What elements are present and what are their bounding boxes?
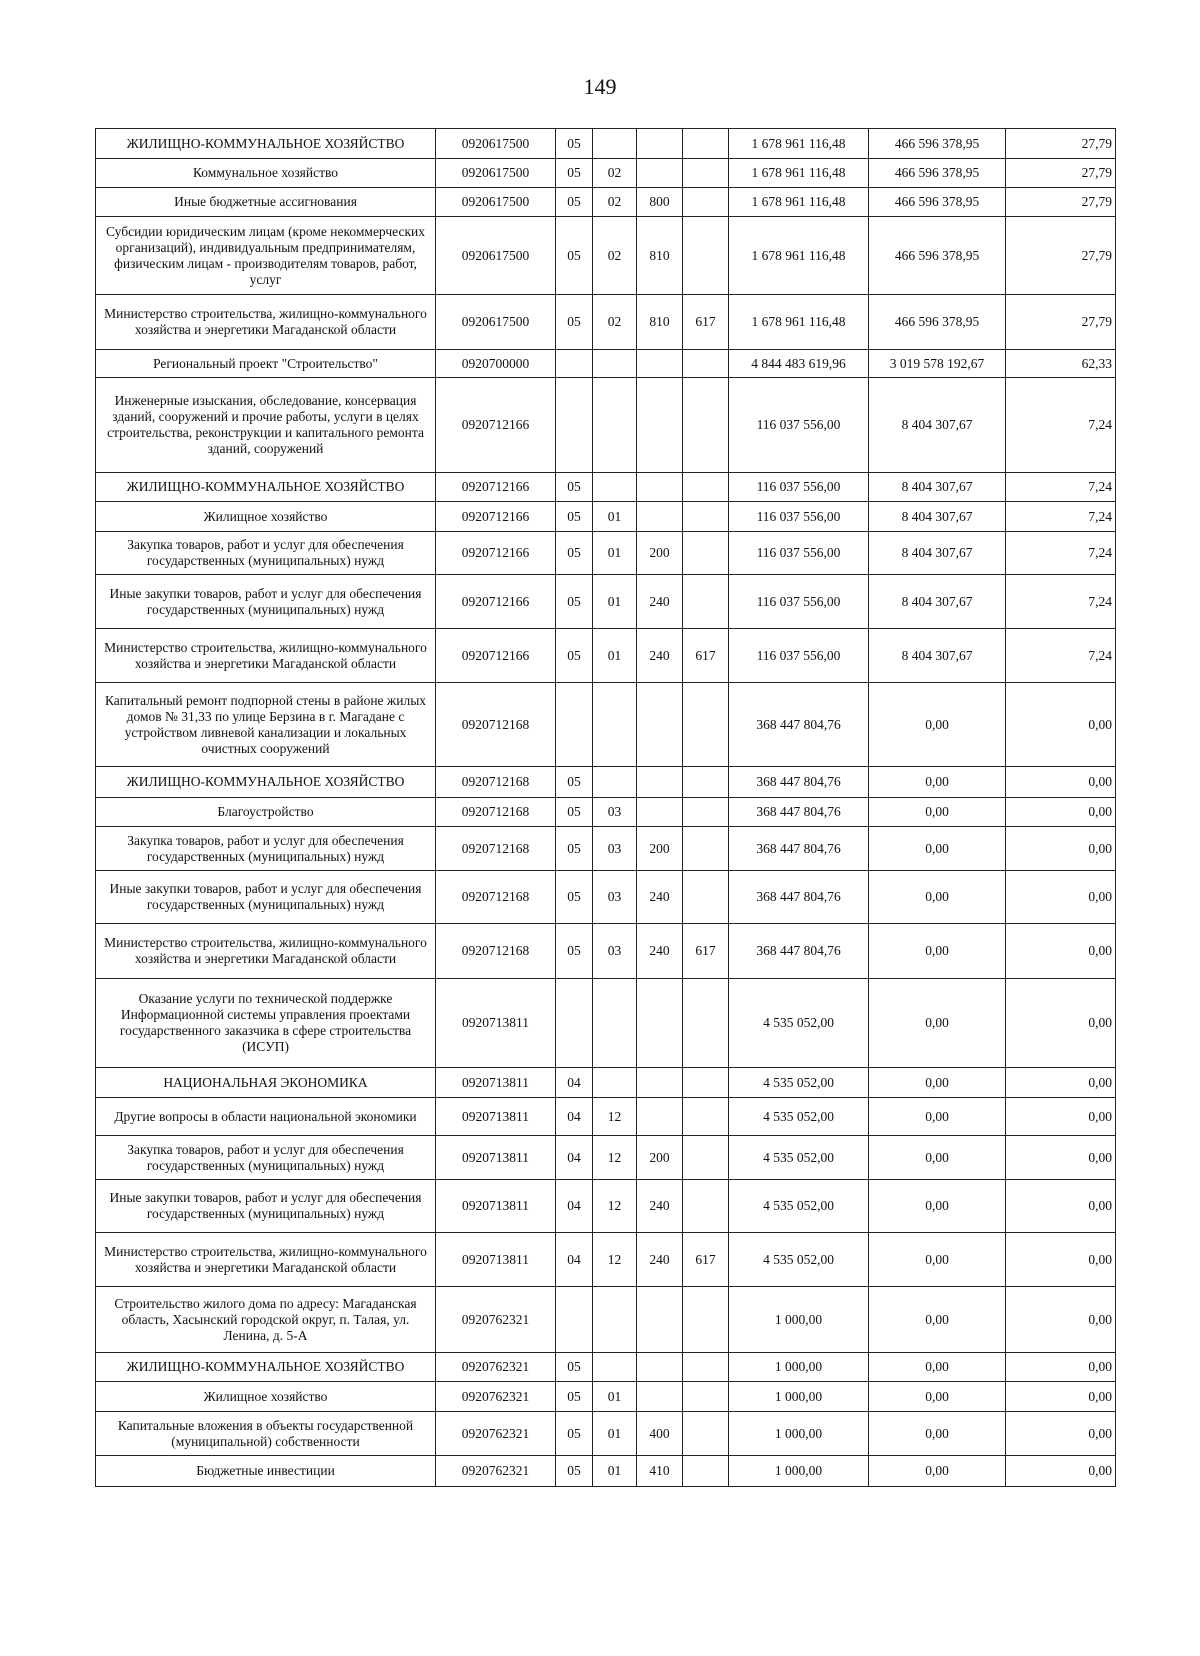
expense-type-code: 400	[637, 1412, 683, 1456]
table-row	[96, 629, 1116, 683]
section-code: 05	[556, 1412, 593, 1456]
expense-type-code: 240	[637, 924, 683, 979]
executed-amount: 0,00	[869, 871, 1006, 924]
row-name: Оказание услуги по технической поддержке Информационной системы управления проектами государственного заказчика в сфере строительства (ИСУП)	[96, 979, 436, 1068]
expense-type-code: 240	[637, 1180, 683, 1233]
target-code: 0920617500	[436, 129, 556, 159]
expense-type-code: 200	[637, 1136, 683, 1180]
subsection-code: 01	[593, 1412, 637, 1456]
subsection-code	[593, 378, 637, 473]
target-code: 0920712168	[436, 767, 556, 798]
row-name: Закупка товаров, работ и услуг для обеспечения государственных (муниципальных) нужд	[96, 827, 436, 871]
target-code: 0920762321	[436, 1382, 556, 1412]
target-code: 0920712166	[436, 378, 556, 473]
executed-amount: 8 404 307,67	[869, 575, 1006, 629]
executed-amount: 0,00	[869, 1287, 1006, 1353]
table-row	[96, 1233, 1116, 1287]
row-name: Капитальные вложения в объекты государственной (муниципальной) собственности	[96, 1412, 436, 1456]
target-code: 0920712168	[436, 924, 556, 979]
row-name: Закупка товаров, работ и услуг для обеспечения государственных (муниципальных) нужд	[96, 532, 436, 575]
subsection-code: 02	[593, 295, 637, 350]
execution-percent: 27,79	[1006, 295, 1116, 350]
section-code: 05	[556, 827, 593, 871]
section-code: 05	[556, 924, 593, 979]
planned-amount: 1 678 961 116,48	[729, 159, 869, 188]
ministry-code	[683, 767, 729, 798]
executed-amount: 0,00	[869, 1098, 1006, 1136]
execution-percent: 7,24	[1006, 473, 1116, 502]
executed-amount: 8 404 307,67	[869, 629, 1006, 683]
section-code: 04	[556, 1098, 593, 1136]
target-code: 0920712168	[436, 871, 556, 924]
execution-percent: 0,00	[1006, 798, 1116, 827]
ministry-code	[683, 350, 729, 378]
execution-percent: 7,24	[1006, 502, 1116, 532]
subsection-code	[593, 350, 637, 378]
ministry-code	[683, 683, 729, 767]
execution-percent: 0,00	[1006, 1287, 1116, 1353]
planned-amount: 1 000,00	[729, 1382, 869, 1412]
table-row	[96, 827, 1116, 871]
subsection-code	[593, 129, 637, 159]
subsection-code: 01	[593, 532, 637, 575]
ministry-code	[683, 378, 729, 473]
expense-type-code	[637, 350, 683, 378]
execution-percent: 0,00	[1006, 1098, 1116, 1136]
target-code: 0920712166	[436, 532, 556, 575]
ministry-code	[683, 871, 729, 924]
section-code: 05	[556, 532, 593, 575]
row-name: Иные закупки товаров, работ и услуг для обеспечения государственных (муниципальных) нужд	[96, 575, 436, 629]
executed-amount: 466 596 378,95	[869, 129, 1006, 159]
section-code: 05	[556, 159, 593, 188]
expense-type-code	[637, 378, 683, 473]
execution-percent: 0,00	[1006, 1456, 1116, 1487]
planned-amount: 368 447 804,76	[729, 827, 869, 871]
ministry-code	[683, 159, 729, 188]
subsection-code	[593, 1068, 637, 1098]
executed-amount: 0,00	[869, 1136, 1006, 1180]
planned-amount: 368 447 804,76	[729, 798, 869, 827]
ministry-code	[683, 1287, 729, 1353]
planned-amount: 4 535 052,00	[729, 1068, 869, 1098]
expense-type-code	[637, 1382, 683, 1412]
target-code: 0920712168	[436, 683, 556, 767]
section-code: 05	[556, 1382, 593, 1412]
execution-percent: 7,24	[1006, 575, 1116, 629]
table-row	[96, 575, 1116, 629]
table-row	[96, 1382, 1116, 1412]
table-row	[96, 295, 1116, 350]
row-name: Региональный проект "Строительство"	[96, 350, 436, 378]
table-row	[96, 378, 1116, 473]
planned-amount: 368 447 804,76	[729, 683, 869, 767]
budget-table	[95, 128, 1116, 1487]
planned-amount: 4 535 052,00	[729, 1098, 869, 1136]
row-name: Иные закупки товаров, работ и услуг для обеспечения государственных (муниципальных) нужд	[96, 871, 436, 924]
executed-amount: 0,00	[869, 1456, 1006, 1487]
planned-amount: 4 535 052,00	[729, 1136, 869, 1180]
subsection-code: 12	[593, 1233, 637, 1287]
ministry-code	[683, 1412, 729, 1456]
subsection-code	[593, 1353, 637, 1382]
section-code	[556, 378, 593, 473]
subsection-code: 03	[593, 798, 637, 827]
table-row	[96, 871, 1116, 924]
execution-percent: 0,00	[1006, 1353, 1116, 1382]
expense-type-code	[637, 979, 683, 1068]
ministry-code	[683, 979, 729, 1068]
target-code: 0920712166	[436, 473, 556, 502]
expense-type-code: 200	[637, 827, 683, 871]
subsection-code	[593, 683, 637, 767]
subsection-code: 12	[593, 1136, 637, 1180]
expense-type-code: 240	[637, 629, 683, 683]
execution-percent: 0,00	[1006, 767, 1116, 798]
ministry-code	[683, 217, 729, 295]
row-name: Бюджетные инвестиции	[96, 1456, 436, 1487]
planned-amount: 368 447 804,76	[729, 767, 869, 798]
section-code: 05	[556, 767, 593, 798]
section-code: 05	[556, 1353, 593, 1382]
ministry-code	[683, 188, 729, 217]
executed-amount: 0,00	[869, 1353, 1006, 1382]
planned-amount: 1 000,00	[729, 1412, 869, 1456]
execution-percent: 0,00	[1006, 1068, 1116, 1098]
executed-amount: 0,00	[869, 798, 1006, 827]
executed-amount: 0,00	[869, 979, 1006, 1068]
subsection-code: 03	[593, 871, 637, 924]
ministry-code	[683, 1456, 729, 1487]
expense-type-code: 240	[637, 1233, 683, 1287]
planned-amount: 116 037 556,00	[729, 532, 869, 575]
section-code: 05	[556, 188, 593, 217]
section-code: 05	[556, 295, 593, 350]
ministry-code	[683, 129, 729, 159]
ministry-code: 617	[683, 1233, 729, 1287]
table-row	[96, 1353, 1116, 1382]
expense-type-code: 240	[637, 871, 683, 924]
target-code: 0920713811	[436, 1068, 556, 1098]
execution-percent: 27,79	[1006, 129, 1116, 159]
section-code: 05	[556, 217, 593, 295]
budget-table-body	[96, 129, 1116, 1487]
subsection-code: 03	[593, 827, 637, 871]
expense-type-code: 200	[637, 532, 683, 575]
execution-percent: 0,00	[1006, 979, 1116, 1068]
table-row	[96, 217, 1116, 295]
section-code: 05	[556, 871, 593, 924]
subsection-code: 12	[593, 1098, 637, 1136]
execution-percent: 0,00	[1006, 827, 1116, 871]
section-code: 05	[556, 502, 593, 532]
execution-percent: 0,00	[1006, 924, 1116, 979]
section-code: 05	[556, 473, 593, 502]
planned-amount: 368 447 804,76	[729, 871, 869, 924]
table-row	[96, 924, 1116, 979]
table-row	[96, 1068, 1116, 1098]
executed-amount: 0,00	[869, 1412, 1006, 1456]
row-name: Иные закупки товаров, работ и услуг для обеспечения государственных (муниципальных) нужд	[96, 1180, 436, 1233]
planned-amount: 4 535 052,00	[729, 1233, 869, 1287]
row-name: ЖИЛИЩНО-КОММУНАЛЬНОЕ ХОЗЯЙСТВО	[96, 129, 436, 159]
target-code: 0920712166	[436, 502, 556, 532]
execution-percent: 62,33	[1006, 350, 1116, 378]
table-row	[96, 129, 1116, 159]
executed-amount: 8 404 307,67	[869, 502, 1006, 532]
row-name: Министерство строительства, жилищно-коммунального хозяйства и энергетики Магаданской области	[96, 629, 436, 683]
expense-type-code	[637, 159, 683, 188]
execution-percent: 0,00	[1006, 1233, 1116, 1287]
expense-type-code	[637, 683, 683, 767]
expense-type-code	[637, 473, 683, 502]
ministry-code	[683, 1098, 729, 1136]
expense-type-code	[637, 502, 683, 532]
section-code	[556, 1287, 593, 1353]
subsection-code: 02	[593, 188, 637, 217]
subsection-code: 01	[593, 575, 637, 629]
table-row	[96, 1287, 1116, 1353]
executed-amount: 0,00	[869, 1180, 1006, 1233]
expense-type-code: 810	[637, 217, 683, 295]
executed-amount: 466 596 378,95	[869, 295, 1006, 350]
expense-type-code	[637, 1353, 683, 1382]
execution-percent: 7,24	[1006, 532, 1116, 575]
section-code: 04	[556, 1136, 593, 1180]
target-code: 0920617500	[436, 217, 556, 295]
ministry-code: 617	[683, 295, 729, 350]
section-code: 05	[556, 575, 593, 629]
planned-amount: 1 678 961 116,48	[729, 295, 869, 350]
ministry-code	[683, 575, 729, 629]
section-code: 04	[556, 1180, 593, 1233]
row-name: Другие вопросы в области национальной экономики	[96, 1098, 436, 1136]
executed-amount: 0,00	[869, 1068, 1006, 1098]
row-name: Министерство строительства, жилищно-коммунального хозяйства и энергетики Магаданской области	[96, 924, 436, 979]
subsection-code: 01	[593, 502, 637, 532]
row-name: ЖИЛИЩНО-КОММУНАЛЬНОЕ ХОЗЯЙСТВО	[96, 767, 436, 798]
row-name: Жилищное хозяйство	[96, 1382, 436, 1412]
expense-type-code: 800	[637, 188, 683, 217]
target-code: 0920762321	[436, 1353, 556, 1382]
table-row	[96, 1136, 1116, 1180]
ministry-code	[683, 502, 729, 532]
execution-percent: 0,00	[1006, 683, 1116, 767]
subsection-code	[593, 473, 637, 502]
expense-type-code: 410	[637, 1456, 683, 1487]
target-code: 0920762321	[436, 1412, 556, 1456]
table-row	[96, 798, 1116, 827]
execution-percent: 0,00	[1006, 1412, 1116, 1456]
planned-amount: 4 844 483 619,96	[729, 350, 869, 378]
row-name: Министерство строительства, жилищно-коммунального хозяйства и энергетики Магаданской области	[96, 295, 436, 350]
section-code: 05	[556, 798, 593, 827]
subsection-code	[593, 1287, 637, 1353]
expense-type-code	[637, 1098, 683, 1136]
executed-amount: 0,00	[869, 1233, 1006, 1287]
target-code: 0920712166	[436, 575, 556, 629]
execution-percent: 0,00	[1006, 1382, 1116, 1412]
table-row	[96, 683, 1116, 767]
executed-amount: 0,00	[869, 1382, 1006, 1412]
executed-amount: 3 019 578 192,67	[869, 350, 1006, 378]
executed-amount: 8 404 307,67	[869, 378, 1006, 473]
row-name: Строительство жилого дома по адресу: Магаданская область, Хасынский городской округ, п. Талая, ул. Ленина, д. 5-А	[96, 1287, 436, 1353]
row-name: Инженерные изыскания, обследование, консервация зданий, сооружений и прочие работы, услуги в целях строительства, реконструкции и капитального ремонта зданий, сооружений	[96, 378, 436, 473]
row-name: Благоустройство	[96, 798, 436, 827]
target-code: 0920713811	[436, 1180, 556, 1233]
subsection-code	[593, 979, 637, 1068]
expense-type-code	[637, 798, 683, 827]
subsection-code: 12	[593, 1180, 637, 1233]
ministry-code	[683, 1180, 729, 1233]
target-code: 0920617500	[436, 159, 556, 188]
section-code: 05	[556, 629, 593, 683]
executed-amount: 8 404 307,67	[869, 532, 1006, 575]
target-code: 0920713811	[436, 1136, 556, 1180]
target-code: 0920712168	[436, 798, 556, 827]
target-code: 0920617500	[436, 295, 556, 350]
subsection-code: 03	[593, 924, 637, 979]
planned-amount: 1 000,00	[729, 1287, 869, 1353]
subsection-code: 01	[593, 1456, 637, 1487]
section-code: 04	[556, 1233, 593, 1287]
executed-amount: 466 596 378,95	[869, 159, 1006, 188]
execution-percent: 0,00	[1006, 1180, 1116, 1233]
table-row	[96, 473, 1116, 502]
planned-amount: 116 037 556,00	[729, 473, 869, 502]
planned-amount: 116 037 556,00	[729, 575, 869, 629]
execution-percent: 0,00	[1006, 871, 1116, 924]
ministry-code	[683, 1382, 729, 1412]
executed-amount: 0,00	[869, 827, 1006, 871]
subsection-code: 02	[593, 159, 637, 188]
ministry-code	[683, 532, 729, 575]
execution-percent: 27,79	[1006, 217, 1116, 295]
expense-type-code	[637, 129, 683, 159]
execution-percent: 27,79	[1006, 188, 1116, 217]
row-name: ЖИЛИЩНО-КОММУНАЛЬНОЕ ХОЗЯЙСТВО	[96, 1353, 436, 1382]
target-code: 0920712166	[436, 629, 556, 683]
expense-type-code: 240	[637, 575, 683, 629]
section-code: 04	[556, 1068, 593, 1098]
planned-amount: 116 037 556,00	[729, 378, 869, 473]
target-code: 0920762321	[436, 1287, 556, 1353]
planned-amount: 368 447 804,76	[729, 924, 869, 979]
table-row	[96, 1180, 1116, 1233]
executed-amount: 0,00	[869, 683, 1006, 767]
section-code	[556, 350, 593, 378]
row-name: Закупка товаров, работ и услуг для обеспечения государственных (муниципальных) нужд	[96, 1136, 436, 1180]
target-code: 0920713811	[436, 1233, 556, 1287]
ministry-code	[683, 1353, 729, 1382]
planned-amount: 4 535 052,00	[729, 1180, 869, 1233]
target-code: 0920713811	[436, 1098, 556, 1136]
expense-type-code: 810	[637, 295, 683, 350]
executed-amount: 8 404 307,67	[869, 473, 1006, 502]
section-code: 05	[556, 129, 593, 159]
executed-amount: 0,00	[869, 924, 1006, 979]
executed-amount: 0,00	[869, 767, 1006, 798]
expense-type-code	[637, 767, 683, 798]
table-row	[96, 532, 1116, 575]
subsection-code: 02	[593, 217, 637, 295]
table-row	[96, 767, 1116, 798]
table-row	[96, 1456, 1116, 1487]
row-name: Субсидии юридическим лицам (кроме некоммерческих организаций), индивидуальным предпринимателям, физическим лицам - производителям товаров, работ, услуг	[96, 217, 436, 295]
section-code	[556, 683, 593, 767]
row-name: Капитальный ремонт подпорной стены в районе жилых домов № 31,33 по улице Берзина в г. Магадане с устройством ливневой канализации и локальных очистных сооружений	[96, 683, 436, 767]
subsection-code: 01	[593, 1382, 637, 1412]
planned-amount: 1 678 961 116,48	[729, 217, 869, 295]
executed-amount: 466 596 378,95	[869, 217, 1006, 295]
page-number: 149	[583, 74, 617, 99]
section-code: 05	[556, 1456, 593, 1487]
executed-amount: 466 596 378,95	[869, 188, 1006, 217]
ministry-code	[683, 1068, 729, 1098]
table-row	[96, 350, 1116, 378]
expense-type-code	[637, 1287, 683, 1353]
ministry-code	[683, 827, 729, 871]
planned-amount: 1 000,00	[729, 1353, 869, 1382]
table-row	[96, 159, 1116, 188]
execution-percent: 7,24	[1006, 378, 1116, 473]
planned-amount: 116 037 556,00	[729, 629, 869, 683]
table-row	[96, 502, 1116, 532]
target-code: 0920762321	[436, 1456, 556, 1487]
ministry-code	[683, 473, 729, 502]
expense-type-code	[637, 1068, 683, 1098]
ministry-code	[683, 798, 729, 827]
row-name: НАЦИОНАЛЬНАЯ ЭКОНОМИКА	[96, 1068, 436, 1098]
row-name: Иные бюджетные ассигнования	[96, 188, 436, 217]
table-row	[96, 1098, 1116, 1136]
target-code: 0920713811	[436, 979, 556, 1068]
row-name: Министерство строительства, жилищно-коммунального хозяйства и энергетики Магаданской области	[96, 1233, 436, 1287]
ministry-code: 617	[683, 629, 729, 683]
target-code: 0920712168	[436, 827, 556, 871]
row-name: ЖИЛИЩНО-КОММУНАЛЬНОЕ ХОЗЯЙСТВО	[96, 473, 436, 502]
row-name: Жилищное хозяйство	[96, 502, 436, 532]
table-row	[96, 188, 1116, 217]
planned-amount: 1 678 961 116,48	[729, 188, 869, 217]
ministry-code	[683, 1136, 729, 1180]
planned-amount: 116 037 556,00	[729, 502, 869, 532]
ministry-code: 617	[683, 924, 729, 979]
table-row	[96, 979, 1116, 1068]
execution-percent: 27,79	[1006, 159, 1116, 188]
target-code: 0920700000	[436, 350, 556, 378]
table-row	[96, 1412, 1116, 1456]
execution-percent: 7,24	[1006, 629, 1116, 683]
subsection-code	[593, 767, 637, 798]
section-code	[556, 979, 593, 1068]
row-name: Коммунальное хозяйство	[96, 159, 436, 188]
execution-percent: 0,00	[1006, 1136, 1116, 1180]
target-code: 0920617500	[436, 188, 556, 217]
subsection-code: 01	[593, 629, 637, 683]
planned-amount: 1 678 961 116,48	[729, 129, 869, 159]
planned-amount: 4 535 052,00	[729, 979, 869, 1068]
planned-amount: 1 000,00	[729, 1456, 869, 1487]
